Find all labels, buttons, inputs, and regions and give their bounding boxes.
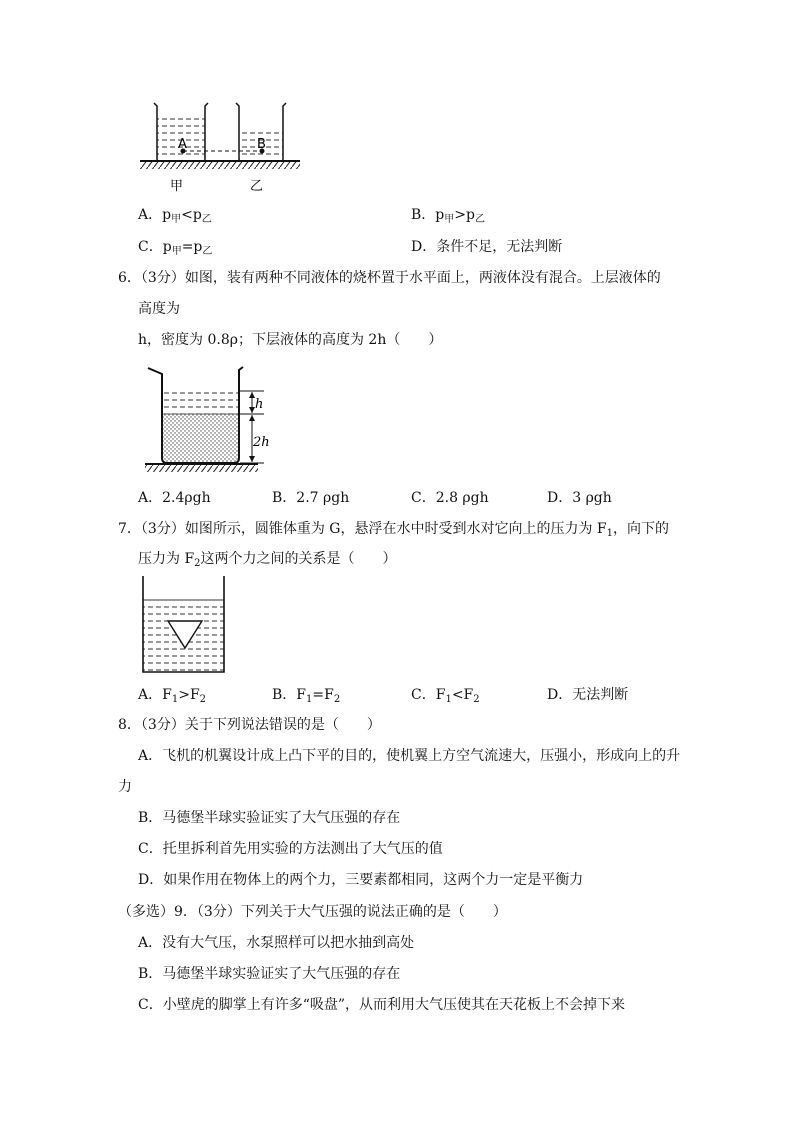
q5-option-b[interactable]: B．$p_甲>p_乙$ [411, 207, 485, 225]
q6-stem-line1: 6．（3分）如图，装有两种不同液体的烧杯置于水平面上，两液体没有混合。上层液体的 [118, 270, 661, 286]
q5-option-d[interactable]: D．条件不足，无法判断 [411, 239, 563, 255]
q7-cone-figure [140, 576, 230, 676]
q5-option-c[interactable]: C．$p_甲=p_乙$ [138, 239, 213, 257]
q8-option-a-line1[interactable]: A．飞机的机翼设计成上凸下平的目的，使机翼上方空气流速大，压强小，形成向上的升 [138, 748, 681, 764]
q8-option-a-line2[interactable]: 力 [118, 779, 132, 795]
q8-option-c[interactable]: C．托里拆利首先用实验的方法测出了大气压的值 [138, 841, 443, 857]
q6-stem-line2: 高度为 [138, 301, 180, 317]
q7-option-a[interactable]: A．$F_1>F_2$ [138, 687, 207, 705]
q7-stem-line1: 7．（3分）如图所示，圆锥体重为 G，悬浮在水中时受到水对它向上的压力为 $F_1$，向下的 [118, 521, 669, 539]
q5-beakers-figure [130, 95, 310, 195]
q6-option-a[interactable]: A．2.4ρgh [138, 490, 211, 506]
q9-option-c[interactable]: C．小壁虎的脚掌上有许多“吸盘”，从而利用大气压使其在天花板上不会掉下来 [138, 997, 626, 1013]
label-jia: 甲 [170, 179, 184, 194]
label-2h: 2h [253, 435, 270, 450]
q5-option-a[interactable]: A．$p_甲<p_乙$ [138, 207, 212, 225]
q6-option-c[interactable]: C．2.8 ρgh [411, 490, 489, 506]
q7-stem-line2: 压力为 $F_2$这两个力之间的关系是（ ） [138, 551, 397, 569]
q8-option-d[interactable]: D．如果作用在物体上的两个力，三要素都相同，这两个力一定是平衡力 [138, 872, 584, 888]
label-b: B [257, 137, 266, 152]
label-a: A [178, 137, 187, 152]
q7-option-c[interactable]: C．$F_1<F_2$ [411, 687, 480, 705]
q7-option-b[interactable]: B．$F_1=F_2$ [272, 687, 341, 705]
q9-option-a[interactable]: A．没有大气压，水泵照样可以把水抽到高处 [138, 935, 415, 951]
q6-option-d[interactable]: D．3 ρgh [547, 490, 612, 506]
q7-option-d[interactable]: D．无法判断 [547, 687, 629, 703]
label-h: h [255, 397, 264, 412]
lower-liquid [162, 414, 239, 462]
q6-stem-line3: h，密度为 0.8ρ；下层液体的高度为 2h（ ） [138, 332, 443, 348]
q9-stem: （多选）9．（3分）下列关于大气压强的说法正确的是（ ） [118, 904, 507, 920]
q8-stem: 8．（3分）关于下列说法错误的是（ ） [118, 717, 381, 733]
q9-option-b[interactable]: B．马德堡半球实验证实了大气压强的存在 [138, 966, 401, 982]
upper-liquid [162, 391, 239, 414]
q6-option-b[interactable]: B．2.7 ρgh [272, 490, 350, 506]
q8-option-b[interactable]: B．马德堡半球实验证实了大气压强的存在 [138, 810, 401, 826]
q6-beaker-figure [140, 362, 280, 477]
label-yi: 乙 [250, 179, 264, 194]
